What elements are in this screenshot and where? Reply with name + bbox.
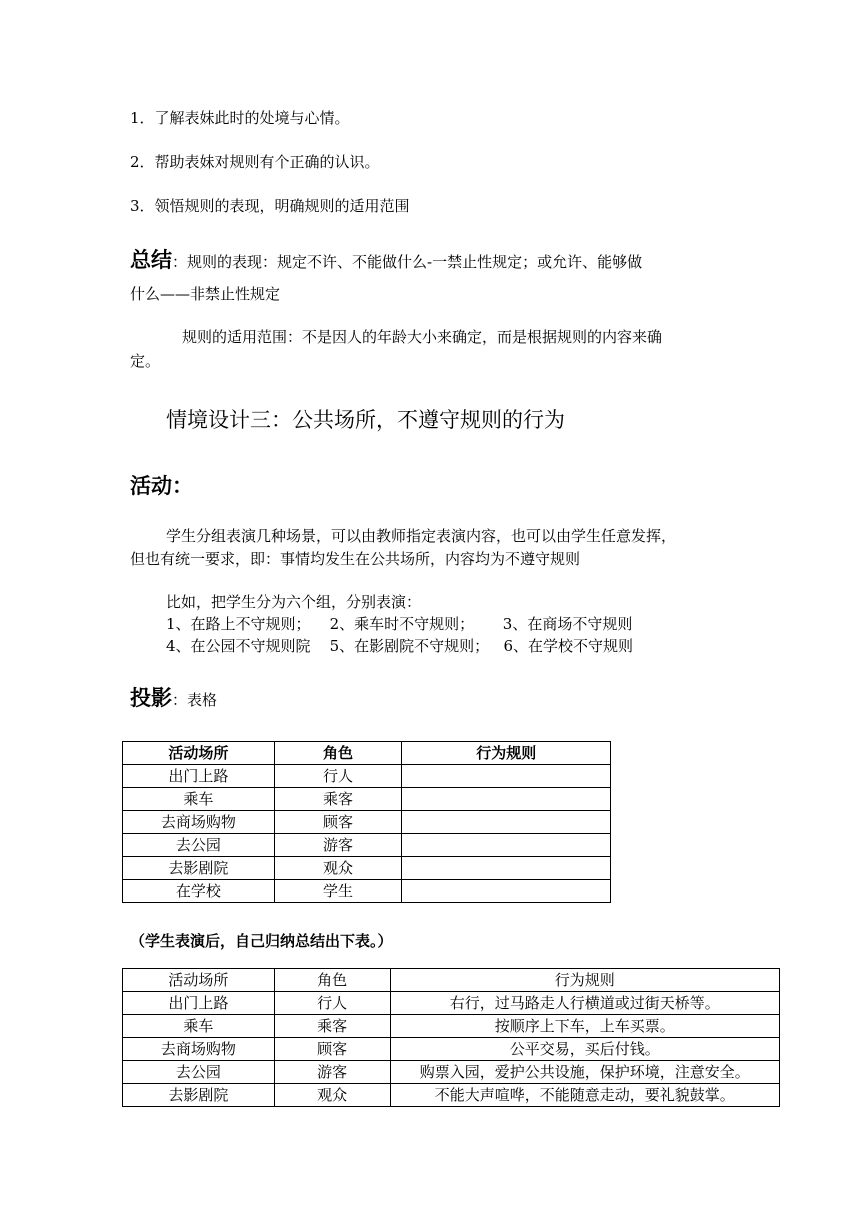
cell-place: 去商场购物 <box>123 811 275 834</box>
example-row-2: 4、在公园不守规则院 5、在影剧院不守规则； 6、在学校不守规则 <box>166 637 634 655</box>
header-rule: 行为规则 <box>390 969 779 992</box>
cell-role: 行人 <box>274 765 402 788</box>
scenario-title: 情境设计三：公共场所，不遵守规则的行为 <box>166 408 565 432</box>
cell-rule <box>402 880 611 903</box>
rules-summary-table <box>122 968 780 1107</box>
scope-line-2: 定。 <box>130 352 161 370</box>
cell-rule: 右行，过马路走人行横道或过街天桥等。 <box>390 992 779 1015</box>
table-row <box>123 857 611 880</box>
cell-role: 行人 <box>274 992 390 1015</box>
summary-line-1 <box>130 250 642 272</box>
table-row <box>123 1015 780 1038</box>
table-header-row <box>123 969 780 992</box>
header-place: 活动场所 <box>123 742 275 765</box>
summary-line-2: 什么——非禁止性规定 <box>130 285 281 303</box>
cell-place: 去影剧院 <box>123 1084 275 1107</box>
cell-rule <box>402 857 611 880</box>
cell-role: 观众 <box>274 1084 390 1107</box>
header-place: 活动场所 <box>123 969 275 992</box>
step-3: 3．领悟规则的表现，明确规则的适用范围 <box>130 197 410 215</box>
example-intro: 比如，把学生分为六个组，分别表演： <box>166 593 422 611</box>
projection-heading: 投影 <box>130 686 172 710</box>
cell-place: 去公园 <box>123 834 275 857</box>
summary-heading: 总结 <box>130 248 172 272</box>
cell-role: 游客 <box>274 1061 390 1084</box>
header-role: 角色 <box>274 742 402 765</box>
cell-rule: 按顺序上下车，上车买票。 <box>390 1015 779 1038</box>
cell-place: 出门上路 <box>123 765 275 788</box>
cell-role: 观众 <box>274 857 402 880</box>
cell-rule <box>402 765 611 788</box>
table-row <box>123 765 611 788</box>
example-row-1: 1、在路上不守规则； 2、乘车时不守规则； 3、在商场不守规则 <box>166 615 633 633</box>
cell-place: 出门上路 <box>123 992 275 1015</box>
cell-place: 去影剧院 <box>123 857 275 880</box>
table-row <box>123 1038 780 1061</box>
activity-paragraph-line-1: 学生分组表演几种场景，可以由教师指定表演内容，也可以由学生任意发挥， <box>166 527 677 545</box>
cell-role: 乘客 <box>274 1015 390 1038</box>
activity-paragraph-line-2: 但也有统一要求，即：事情均发生在公共场所，内容均为不遵守规则 <box>130 550 581 568</box>
table-row <box>123 992 780 1015</box>
cell-rule: 公平交易，买后付钱。 <box>390 1038 779 1061</box>
table-header-row <box>123 742 611 765</box>
step-2: 2．帮助表妹对规则有个正确的认识。 <box>130 153 380 171</box>
cell-rule: 不能大声喧哗，不能随意走动，要礼貌鼓掌。 <box>390 1084 779 1107</box>
cell-role: 游客 <box>274 834 402 857</box>
step-1: 1．了解表妹此时的处境与心情。 <box>130 109 350 127</box>
cell-place: 乘车 <box>123 788 275 811</box>
cell-rule <box>402 811 611 834</box>
header-role: 角色 <box>274 969 390 992</box>
cell-role: 乘客 <box>274 788 402 811</box>
table-row <box>123 1084 780 1107</box>
cell-rule <box>402 788 611 811</box>
table-row <box>123 811 611 834</box>
cell-rule: 购票入园，爱护公共设施，保护环境，注意安全。 <box>390 1061 779 1084</box>
scope-line-1: 规则的适用范围：不是因人的年龄大小来确定，而是根据规则的内容来确 <box>182 328 663 346</box>
table-row <box>123 788 611 811</box>
cell-place: 乘车 <box>123 1015 275 1038</box>
header-rule: 行为规则 <box>402 742 611 765</box>
cell-place: 在学校 <box>123 880 275 903</box>
summary-text-1: ：规则的表现：规定不许、不能做什么-一禁止性规定；或允许、能够做 <box>172 253 643 271</box>
student-summary-note: （学生表演后，自己归纳总结出下表。） <box>130 932 393 950</box>
blank-rules-table <box>122 741 611 903</box>
activity-heading: 活动： <box>130 474 193 498</box>
cell-role: 学生 <box>274 880 402 903</box>
cell-rule <box>402 834 611 857</box>
cell-place: 去公园 <box>123 1061 275 1084</box>
cell-role: 顾客 <box>274 811 402 834</box>
table-row <box>123 1061 780 1084</box>
projection-suffix: ：表格 <box>172 691 218 709</box>
projection-line <box>130 688 217 710</box>
table-row <box>123 834 611 857</box>
cell-role: 顾客 <box>274 1038 390 1061</box>
cell-place: 去商场购物 <box>123 1038 275 1061</box>
table-row <box>123 880 611 903</box>
